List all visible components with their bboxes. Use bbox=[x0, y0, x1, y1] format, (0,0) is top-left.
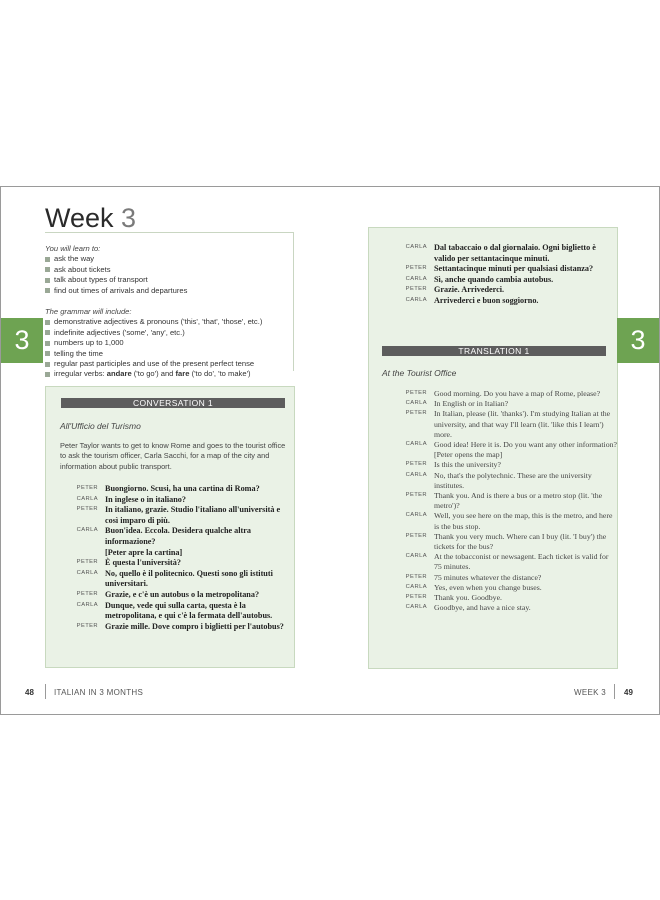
dialogue-text: Good idea! Here it is. Do you want any other information? [Peter opens the map] bbox=[434, 440, 617, 460]
grammar-list bbox=[45, 317, 293, 379]
translation-line bbox=[389, 573, 617, 583]
footer-page-number-right: 49 bbox=[624, 688, 633, 697]
grammar-list-item bbox=[45, 349, 293, 359]
dialogue-text: No, quello è il politecnico. Questi sono gli istituti universitari. bbox=[105, 568, 273, 589]
speaker-name: PETER bbox=[405, 594, 427, 601]
square-bullet-icon bbox=[45, 372, 50, 377]
grammar-list-item bbox=[45, 369, 293, 379]
dialogue-text: Goodbye, and have a nice stay. bbox=[434, 603, 531, 613]
square-bullet-icon bbox=[45, 320, 50, 325]
grammar-list-item bbox=[45, 317, 293, 327]
dialogue-line bbox=[389, 285, 617, 296]
translation-line bbox=[389, 471, 617, 491]
grammar-item-text: demonstrative adjectives & pronouns ('this', 'that', 'those', etc.) bbox=[54, 317, 263, 327]
speaker-name: PETER bbox=[76, 622, 98, 629]
learning-objectives bbox=[45, 232, 294, 379]
translation-line bbox=[389, 603, 617, 613]
week-title-text: Week bbox=[45, 203, 114, 233]
speaker-name: CARLA bbox=[405, 512, 427, 519]
translation-box bbox=[368, 227, 618, 669]
speaker-name: PETER bbox=[405, 532, 427, 539]
conversation-scene-title: All'Ufficio del Turismo bbox=[60, 421, 141, 431]
translation-line bbox=[389, 409, 617, 440]
speaker-name: CARLA bbox=[76, 569, 98, 576]
dialogue-line bbox=[60, 484, 290, 495]
speaker-name: PETER bbox=[405, 390, 427, 396]
speaker-name: PETER bbox=[405, 410, 427, 417]
speaker-name: CARLA bbox=[405, 553, 427, 560]
translation-line bbox=[389, 511, 617, 531]
dialogue-line bbox=[389, 275, 617, 286]
conversation-box bbox=[45, 386, 295, 668]
learn-list-item bbox=[45, 286, 293, 296]
translation-line bbox=[389, 593, 617, 603]
dialogue-text: Settantacinque minuti per qualsiasi distanza? bbox=[434, 264, 594, 274]
conversation-dialogue bbox=[60, 484, 290, 632]
dialogue-text: In inglese o in italiano? bbox=[105, 494, 186, 504]
speaker-name: PETER bbox=[76, 590, 98, 597]
grammar-item-text: numbers up to 1,000 bbox=[54, 338, 124, 348]
dialogue-line bbox=[60, 548, 290, 559]
week-title bbox=[45, 205, 136, 232]
speaker-name: CARLA bbox=[405, 471, 427, 478]
chapter-tab-right bbox=[617, 318, 659, 363]
speaker-name: PETER bbox=[405, 265, 427, 272]
dialogue-text: In English or in Italian? bbox=[434, 399, 509, 409]
grammar-heading: The grammar will include: bbox=[45, 307, 132, 317]
grammar-item-text: irregular verbs: bbox=[54, 369, 107, 379]
grammar-item-bold: andare bbox=[106, 369, 132, 379]
speaker-name: CARLA bbox=[405, 296, 427, 303]
square-bullet-icon bbox=[45, 362, 50, 367]
dialogue-text: Sì, anche quando cambia autobus. bbox=[434, 274, 554, 284]
grammar-item-text: regular past participles and use of the present perfect tense bbox=[54, 359, 255, 369]
grammar-item-text: indefinite adjectives ('some', 'any', etc.) bbox=[54, 327, 185, 337]
translation-line bbox=[389, 552, 617, 572]
speaker-name: PETER bbox=[405, 492, 427, 499]
speaker-name: PETER bbox=[405, 461, 427, 468]
square-bullet-icon bbox=[45, 288, 50, 293]
dialogue-line bbox=[60, 601, 290, 622]
dialogue-text: È questa l'università? bbox=[105, 558, 181, 568]
dialogue-line bbox=[60, 526, 290, 547]
chapter-tab-number: 3 bbox=[630, 325, 646, 355]
left-page bbox=[1, 187, 330, 714]
dialogue-text: Buongiorno. Scusi, ha una cartina di Roma? bbox=[105, 484, 260, 493]
footer-week-label: WEEK 3 bbox=[574, 688, 607, 697]
learn-list bbox=[45, 254, 293, 296]
grammar-item-bold: fare bbox=[175, 369, 190, 379]
dialogue-line bbox=[60, 622, 290, 633]
dialogue-text: Yes, even when you change buses. bbox=[434, 582, 542, 592]
square-bullet-icon bbox=[45, 267, 50, 272]
dialogue-text: No, that's the polytechnic. These are the university institutes. bbox=[434, 470, 592, 490]
translation-scene-title: At the Tourist Office bbox=[382, 368, 457, 378]
book-spread bbox=[0, 186, 660, 715]
dialogue-text: Grazie mille. Dove compro i biglietti per l'autobus? bbox=[105, 621, 284, 631]
translation-line bbox=[389, 440, 617, 460]
dialogue-text: 75 minutes whatever the distance? bbox=[434, 572, 542, 582]
dialogue-text: Is this the university? bbox=[434, 460, 501, 470]
dialogue-text: Buon'idea. Eccola. Desidera qualche altra informazione? bbox=[105, 526, 252, 546]
dialogue-line bbox=[60, 495, 290, 506]
speaker-name: CARLA bbox=[76, 495, 98, 502]
dialogue-text: Thank you very much. Where can I buy (lit. 'I buy') the tickets for the bus? bbox=[434, 531, 607, 552]
speaker-name: CARLA bbox=[405, 400, 427, 407]
dialogue-text: Thank you. Goodbye. bbox=[434, 593, 502, 603]
conversation-continued bbox=[389, 243, 617, 307]
grammar-list-item bbox=[45, 328, 293, 338]
dialogue-text: At the tobacconist or newsagent. Each ticket is valid for 75 minutes. bbox=[434, 552, 609, 572]
week-title-number: 3 bbox=[121, 203, 137, 233]
footer-divider-right bbox=[614, 684, 615, 699]
speaker-name: CARLA bbox=[76, 601, 98, 608]
square-bullet-icon bbox=[45, 341, 50, 346]
speaker-name: CARLA bbox=[76, 527, 98, 534]
dialogue-text: In Italian, please (lit. 'thanks'). I'm studying Italian at the university, and that way I'll learn (lit. 'like this I learn') more. bbox=[434, 409, 611, 439]
dialogue-text: Grazie. Arrivederci. bbox=[434, 285, 505, 295]
translation-line bbox=[389, 491, 617, 511]
dialogue-text: Dunque, vede qui sulla carta, questa è la metropolitana, e qui c'è la fermata dell'autobus. bbox=[105, 600, 273, 621]
grammar-list-item bbox=[45, 359, 293, 369]
square-bullet-icon bbox=[45, 278, 50, 283]
speaker-name: PETER bbox=[76, 506, 98, 513]
dialogue-text: Dal tabaccaio o dal giornalaio. Ogni biglietto è valido per settantacinque minuti. bbox=[434, 243, 596, 263]
footer-book-title: ITALIAN IN 3 MONTHS bbox=[54, 688, 144, 697]
speaker-name: CARLA bbox=[405, 583, 427, 590]
speaker-name: PETER bbox=[76, 559, 98, 566]
grammar-item-text: ('to go') and bbox=[131, 369, 176, 379]
dialogue-text: Well, you see here on the map, this is the metro, and here is the bus stop. bbox=[434, 511, 613, 531]
conversation-intro: Peter Taylor wants to get to know Rome and goes to the tourist office to ask the tourism officer, Carla Sacchi, for a map of the city and information about public transport. bbox=[60, 441, 286, 471]
dialogue-line bbox=[389, 243, 617, 264]
dialogue-text: Arrivederci e buon soggiorno. bbox=[434, 295, 539, 305]
translation-line bbox=[389, 399, 617, 409]
speaker-name: CARLA bbox=[405, 604, 427, 611]
dialogue-line bbox=[389, 296, 617, 307]
grammar-item-text: telling the time bbox=[54, 348, 103, 358]
dialogue-line bbox=[60, 505, 290, 526]
dialogue-text: In italiano, grazie. Studio l'italiano all'università e così imparo di più. bbox=[105, 505, 281, 525]
chapter-tab-left bbox=[1, 318, 43, 363]
dialogue-text: Good morning. Do you have a map of Rome, please? bbox=[434, 389, 601, 398]
translation-line bbox=[389, 460, 617, 470]
learn-item-text: talk about types of transport bbox=[54, 275, 148, 285]
right-page bbox=[330, 187, 659, 714]
speaker-name: CARLA bbox=[405, 244, 427, 250]
translation-line bbox=[389, 583, 617, 593]
grammar-item-text: ('to do', 'to make') bbox=[189, 369, 251, 379]
learn-heading: You will learn to: bbox=[45, 244, 101, 253]
square-bullet-icon bbox=[45, 330, 50, 335]
chapter-tab-number: 3 bbox=[14, 325, 30, 355]
dialogue-line bbox=[389, 264, 617, 275]
footer-page-number-left: 48 bbox=[25, 688, 34, 697]
dialogue-text: Grazie, e c'è un autobus o la metropolitana? bbox=[105, 589, 260, 599]
learn-list-item bbox=[45, 254, 293, 264]
dialogue-line bbox=[60, 569, 290, 590]
square-bullet-icon bbox=[45, 257, 50, 262]
translation-heading: TRANSLATION 1 bbox=[382, 346, 606, 356]
dialogue-text: Thank you. And is there a bus or a metro stop (lit. 'the metro')? bbox=[434, 491, 603, 511]
footer-divider-left bbox=[45, 684, 46, 699]
translation-line bbox=[389, 532, 617, 552]
grammar-list-item bbox=[45, 338, 293, 348]
dialogue-line bbox=[60, 558, 290, 569]
translation-dialogue bbox=[389, 389, 617, 613]
speaker-name: CARLA bbox=[405, 441, 427, 448]
learn-item-text: ask the way bbox=[54, 254, 95, 264]
learn-list-item bbox=[45, 275, 293, 285]
speaker-name: PETER bbox=[76, 485, 98, 491]
speaker-name: CARLA bbox=[405, 275, 427, 282]
learn-item-text: ask about tickets bbox=[54, 264, 111, 274]
square-bullet-icon bbox=[45, 351, 50, 356]
dialogue-text: [Peter apre la cartina] bbox=[105, 547, 183, 557]
speaker-name: PETER bbox=[405, 286, 427, 293]
conversation-heading: CONVERSATION 1 bbox=[61, 398, 285, 408]
learn-item-text: find out times of arrivals and departures bbox=[54, 285, 188, 295]
dialogue-line bbox=[60, 590, 290, 601]
learn-list-item bbox=[45, 265, 293, 275]
translation-line bbox=[389, 389, 617, 399]
speaker-name: PETER bbox=[405, 573, 427, 580]
